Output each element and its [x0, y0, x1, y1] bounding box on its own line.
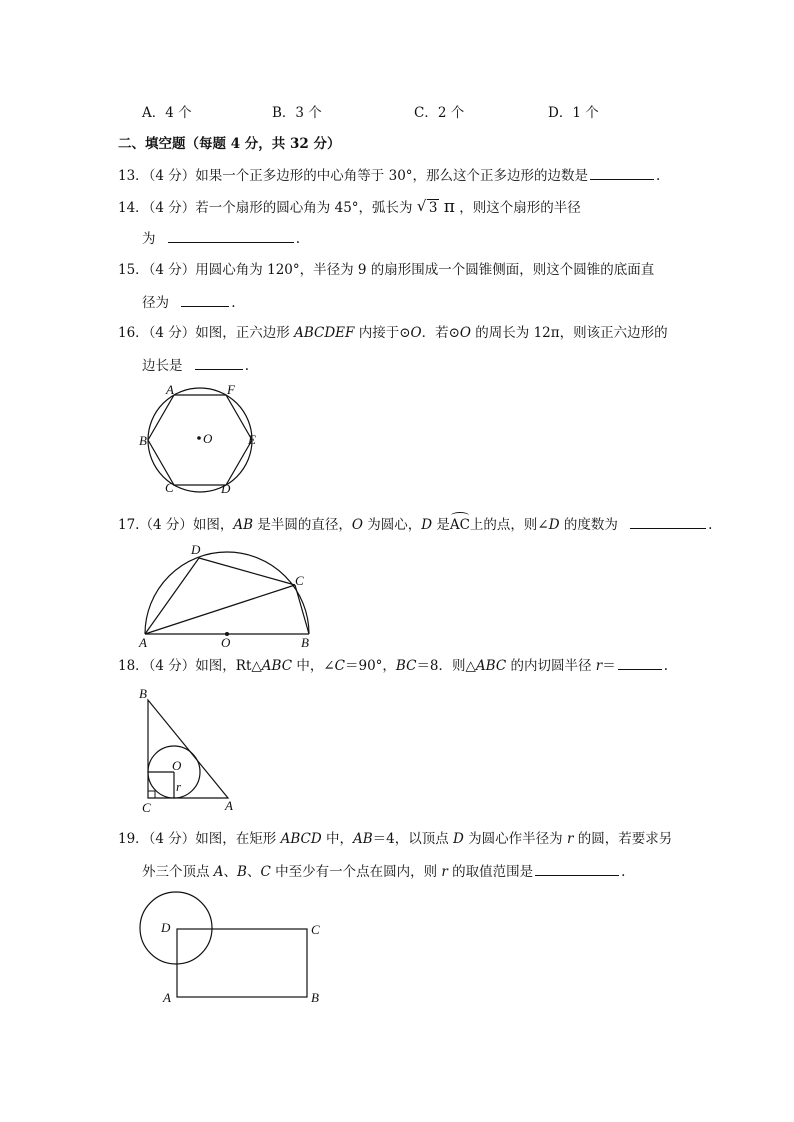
q14-text1: 14．（4 分）若一个扇形的圆心角为 45°，弧长为: [118, 200, 413, 216]
q14-sqrt: [417, 198, 440, 218]
q16-circle: [148, 388, 252, 492]
q16-label-b: B: [139, 433, 147, 448]
q17-blank[interactable]: [630, 514, 706, 529]
section-title: 二、填空题（每题 4 分，共 32 分）: [118, 136, 341, 152]
q19-text: 中至少有一个点在圆内，则: [270, 864, 442, 880]
q18-triangle: [148, 700, 228, 798]
q13-blank[interactable]: [590, 165, 654, 180]
q19-text: 的取值范围是: [447, 864, 534, 880]
q19-label-d: D: [161, 920, 171, 935]
q17-semicircle: [145, 552, 309, 634]
q19-circle: [140, 892, 212, 964]
option-b: B．3 个: [272, 105, 322, 121]
question-13: [118, 165, 660, 186]
q17-arc-ac: AC: [449, 517, 470, 533]
q17-label-d: D: [191, 542, 201, 557]
q18-text: ＝90°，: [344, 658, 396, 674]
q18-label-r: r: [176, 779, 182, 794]
q19-var: ABCD: [280, 831, 322, 847]
q15-end: .: [231, 295, 236, 311]
q18-blank[interactable]: [618, 655, 662, 670]
q16-label-a: A: [166, 382, 174, 397]
q18-label-b: B: [139, 686, 147, 701]
q17-label-a: A: [139, 635, 147, 650]
q17-label-c: C: [295, 573, 304, 588]
q18-text: 中，∠: [292, 658, 335, 674]
q17-figure: [135, 540, 325, 650]
q18-text: ＝: [602, 658, 616, 674]
q17-var: D: [421, 517, 433, 533]
question-14-line2: [142, 228, 300, 249]
question-15: [118, 260, 654, 280]
option-c: C．2 个: [414, 105, 465, 121]
q17-text: 17.（4 分）如图，: [118, 517, 234, 533]
q16-circle-name: O: [410, 325, 422, 341]
q16-end: .: [244, 358, 250, 374]
q14-line2: 为: [142, 231, 156, 247]
q19-end: .: [621, 864, 626, 880]
q16-label-o: O: [203, 431, 213, 446]
q18-right-angle-mark: [148, 791, 155, 798]
q19-label-c: C: [311, 922, 320, 937]
q19-var: C: [260, 864, 271, 880]
q17-segment-cb: [295, 585, 309, 634]
q16-label-d: D: [221, 481, 231, 496]
q18-label-a: A: [225, 798, 233, 813]
q14-pi: π: [443, 197, 455, 217]
q18-text: 的内切圆半径: [506, 658, 596, 674]
q18-var: ABC: [261, 658, 293, 674]
q19-text: 中，: [321, 831, 353, 847]
q14-text2: ，则这个扇形的半径: [459, 200, 581, 216]
q13-text: 13．（4 分）如果一个正多边形的中心角等于 30°，那么这个正多边形的边数是: [118, 168, 589, 184]
q16-text: 16．（4 分）如图，正六边形: [118, 325, 295, 341]
q17-var: AB: [233, 517, 254, 533]
q17-text: 的度数为: [559, 517, 618, 533]
q19-text: 外三个顶点: [142, 864, 214, 880]
q18-var: BC: [395, 658, 417, 674]
q19-text: 19．（4 分）如图，在矩形: [118, 831, 281, 847]
question-17: [118, 514, 712, 535]
q18-text: 18．（4 分）如图，Rt△: [118, 658, 262, 674]
q15-blank[interactable]: [181, 292, 229, 307]
q16-center-dot: [197, 436, 201, 440]
q18-figure: [133, 684, 243, 816]
question-19: [118, 829, 672, 849]
q18-var: C: [334, 658, 345, 674]
q16-text: 的周长为 12π，则该正六边形的: [470, 325, 668, 341]
q19-rectangle: [177, 929, 307, 997]
q18-text: ＝8．则△: [416, 658, 476, 674]
q16-label-c: C: [165, 480, 174, 495]
question-19-line2: [142, 861, 625, 882]
q17-text: 是: [432, 517, 450, 533]
q16-circle-name: O: [459, 325, 471, 341]
q14-radicand: 3: [428, 200, 438, 216]
q19-text: ＝4，以顶点: [372, 831, 454, 847]
question-15-line2: [142, 292, 236, 313]
q16-text: ．若⊙: [421, 325, 460, 341]
q17-var: D: [548, 517, 560, 533]
q18-var: ABC: [475, 658, 507, 674]
q18-end: .: [663, 658, 669, 674]
q17-segment-ac: [145, 585, 295, 634]
q17-segment-ad: [145, 558, 199, 634]
q16-line2: 边长是: [142, 358, 183, 374]
q19-text: 、: [246, 864, 261, 880]
q15-line2: 径为: [142, 295, 169, 311]
q16-text: 内接于⊙: [354, 325, 411, 341]
q19-figure: [130, 888, 330, 1010]
question-14: [118, 197, 581, 218]
q13-end: .: [656, 168, 661, 184]
q17-label-b: B: [301, 635, 309, 650]
question-16-line2: [142, 355, 249, 376]
question-16: [118, 323, 668, 343]
option-a: A．4 个: [142, 105, 192, 121]
q17-end: .: [708, 517, 713, 533]
q19-var: r: [566, 831, 574, 847]
q17-text: 为圆心，: [362, 517, 422, 533]
q18-var: r: [595, 658, 603, 674]
option-d: D．1 个: [548, 105, 599, 121]
q16-blank[interactable]: [195, 355, 243, 370]
q19-text: 为圆心作半径为: [463, 831, 567, 847]
q17-label-o: O: [221, 635, 231, 650]
q19-var: A: [213, 864, 224, 880]
q19-text: 、: [223, 864, 238, 880]
q16-figure: [130, 380, 270, 500]
q19-var: D: [453, 831, 464, 847]
q17-text: 上的点，则∠: [469, 517, 549, 533]
q18-label-o: O: [172, 758, 182, 773]
q15-text1: 15．（4 分）用圆心角为 120°，半径为 9 的扇形围成一个圆锥侧面，则这个圆锥的底面直: [118, 262, 655, 278]
q17-text: 是半圆的直径，: [253, 517, 352, 533]
q19-var: r: [441, 864, 448, 880]
q14-blank[interactable]: [168, 228, 294, 243]
q19-blank[interactable]: [535, 861, 619, 876]
q19-var: B: [237, 864, 247, 880]
q19-var: AB: [352, 831, 373, 847]
q16-label-e: E: [248, 432, 256, 447]
q16-hexagon-name: ABCDEF: [294, 325, 355, 341]
q19-text: 的圆，若要求另: [573, 831, 673, 847]
q14-end: .: [295, 231, 301, 247]
q18-label-c: C: [142, 800, 151, 815]
q19-label-a: A: [163, 990, 171, 1005]
question-18: [118, 655, 668, 676]
q16-hexagon: [148, 395, 252, 485]
q16-label-f: F: [227, 382, 235, 397]
q19-label-b: B: [311, 990, 319, 1005]
q17-var: O: [351, 517, 363, 533]
